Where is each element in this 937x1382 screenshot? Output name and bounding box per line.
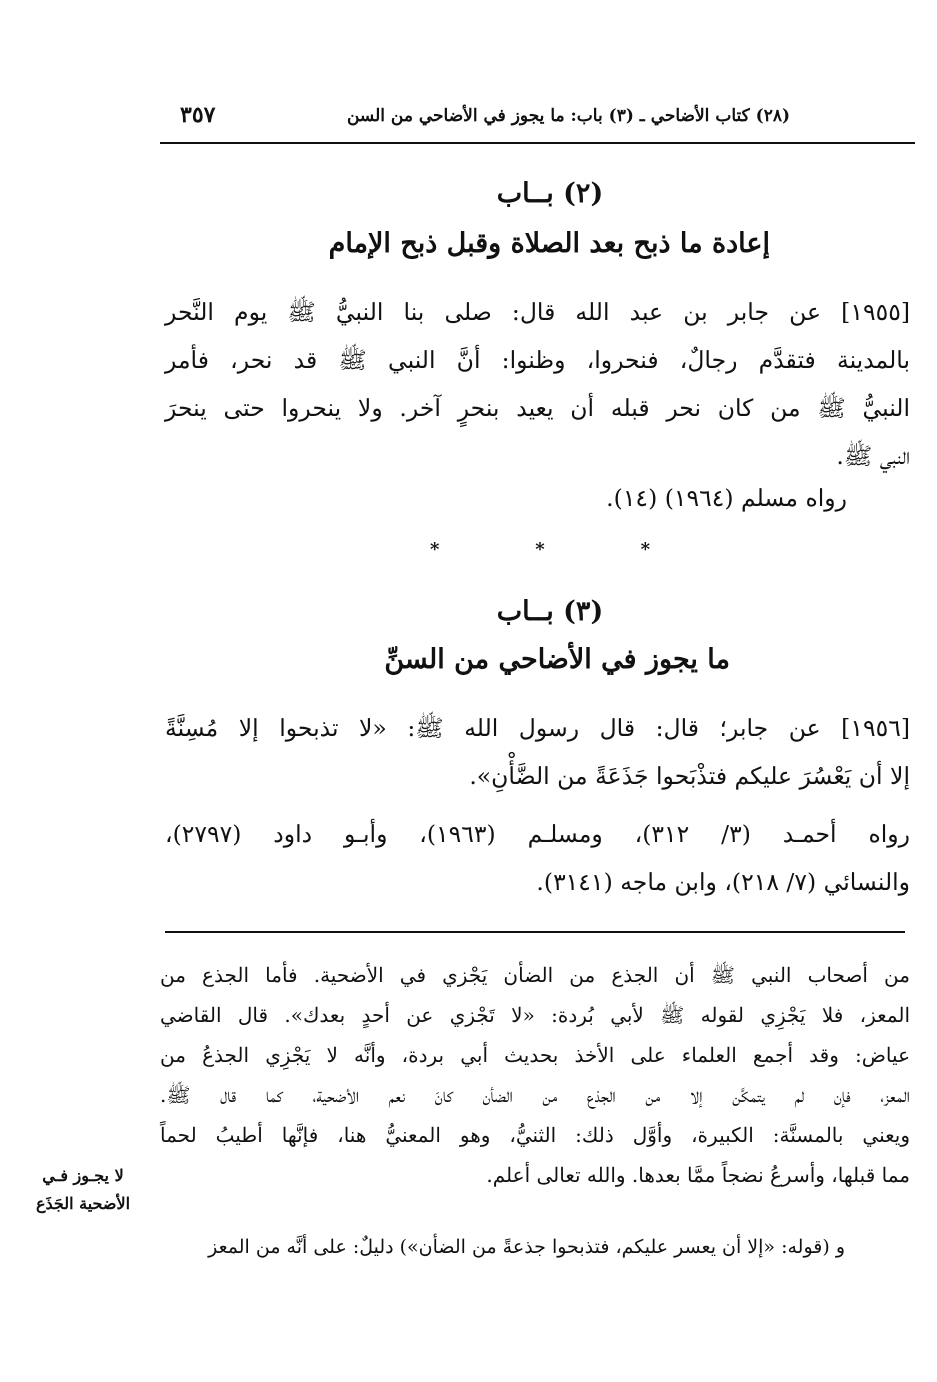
margin-note-line: لا يجـوز فـي (42, 1166, 124, 1185)
hadith-line: بالمدينة فتقدَّم رجالٌ، فنحروا، وظنوا: أنَّ النبي ﷺ قد نحر، فأمر (165, 346, 910, 374)
hadith-1955-source: رواه مسلم (١٩٦٤) (١٤). (606, 484, 847, 512)
hadith-1956 (165, 704, 910, 800)
section-separator (430, 540, 650, 560)
footnote-line: المعز، فإن لم يتمكَّن إلا من الجذع من الضأن كانَ نعم الأضحية، كما قال ﷺ. (160, 1083, 910, 1107)
source-line: رواه أحمـد (٣/ ٣١٢)، ومسلـم (١٩٦٣)، وأبـو داود (٢٧٩٧)، (165, 820, 910, 848)
hadith-line: [١٩٥٥] عن جابر بن عبد الله قال: صلى بنا النبيُّ ﷺ يوم النَّحر (165, 298, 910, 326)
section-2-number: (٢) بــاب (496, 178, 604, 209)
footnote-divider (165, 931, 905, 933)
footnote-line: عياض: وقد أجمع العلماء على الأخذ بحديث أبي بردة، وأنَّه لا يَجْزِي الجذعُ من (160, 1043, 910, 1067)
margin-note (18, 1162, 148, 1218)
running-header (160, 96, 915, 144)
hadith-line: إلا أن يَعْسُرَ عليكم فتذْبَحوا جَذَعَةً من الضَّأْنِ». (469, 762, 910, 790)
hadith-line: النبي ﷺ. (836, 442, 910, 470)
footnote-line: مما قبلها، وأسرعُ نضجاً ممَّا بعدها. والله تعالى أعلم. (486, 1163, 910, 1187)
footnote-line: ويعني بالمسنَّة: الكبيرة، وأوَّل ذلك: الثنيُّ، وهو المعنيُّ هنا، فإنَّها أطيبُ لحماً (160, 1123, 910, 1147)
section-2-title: إعادة ما ذبح بعد الصلاة وقبل ذبح الإمام (328, 228, 770, 259)
footnote-extra-line: و (قوله: «إلا أن يعسر عليكم، فتذبحوا جذعةً من الضأن») دليلٌ: على أنَّه من المعز (208, 1236, 845, 1258)
separator-star: * (430, 539, 440, 560)
page-number: ٣٥٧ (180, 102, 216, 128)
separator-star: * (640, 539, 650, 560)
separator-star: * (535, 539, 545, 560)
footnote-commentary (160, 955, 910, 1195)
footnote-line: من أصحاب النبي ﷺ أن الجذع من الضأن يَجْزي في الأضحية. فأما الجذع من (160, 963, 910, 987)
margin-note-line: الأضحية الجَذَع (35, 1194, 131, 1213)
section-3-title: ما يجوز في الأضاحي من السنِّ (384, 644, 730, 675)
source-line: والنسائي (٧/ ٢١٨)، وابن ماجه (٣١٤١). (536, 868, 910, 896)
hadith-line: النبيُّ ﷺ من كان نحر قبله أن يعيد بنحرٍ آخر. ولا ينحروا حتى ينحرَ (165, 394, 910, 422)
hadith-1955 (165, 288, 910, 480)
section-3-number: (٣) بــاب (496, 596, 604, 627)
hadith-line: [١٩٥٦] عن جابر؛ قال: قال رسول الله ﷺ: «لا تذبحوا إلا مُسِنَّةً (165, 714, 910, 742)
running-title: (٢٨) كتاب الأضاحي ـ (٣) باب: ما يجوز في الأضاحي من السن (346, 106, 790, 126)
footnote-line: المعز، فلا يَجْزِي لقوله ﷺ لأبي بُردة: «لا تَجْزي عن أحدٍ بعدك». قال القاضي (160, 1003, 910, 1027)
hadith-1956-source (165, 810, 910, 906)
